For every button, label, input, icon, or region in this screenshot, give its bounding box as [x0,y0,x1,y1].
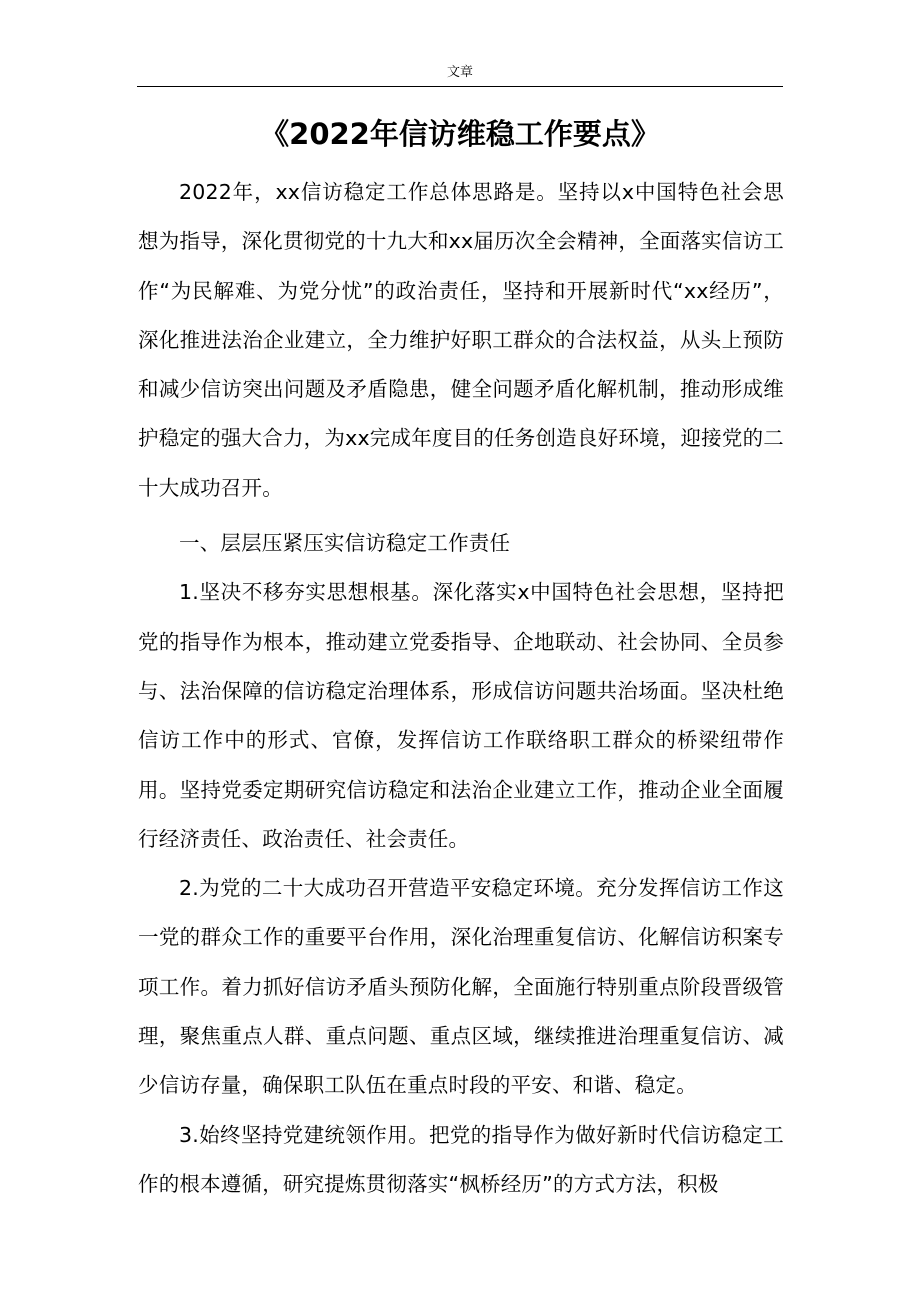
item-paragraph-2: 2.为党的二十大成功召开营造平安稳定环境。充分发挥信访工作这一党的群众工作的重要平台作用，深化治理重复信访、化解信访积案专项工作。着力抓好信访矛盾头预防化解，全面施行特别重点阶段晋级管理，聚焦重点人群、重点问题、重点区域，继续推进治理重复信访、减少信访存量，确保职工队伍在重点时段的平安、和谐、稳定。 [138,876,784,1098]
page-header-label: 文章 [446,65,473,80]
header-divider [137,86,783,87]
section-heading-1: 一、层层压紧压实信访稳定工作责任 [179,531,511,556]
document-body [138,168,784,1209]
item-paragraph-1: 1.坚决不移夯实思想根基。深化落实x中国特色社会思想，坚持把党的指导作为根本，推动建立党委指导、企地联动、社会协同、全员参与、法治保障的信访稳定治理体系，形成信访问题共治场面。坚决杜绝信访工作中的形式、官僚，发挥信访工作联络职工群众的桥梁纽带作用。坚持党委定期研究信访稳定和法治企业建立工作，推动企业全面履行经济责任、政治责任、社会责任。 [138,580,784,851]
intro-paragraph: 2022年，xx信访稳定工作总体思路是。坚持以x中国特色社会思想为指导，深化贯彻党的十九大和xx届历次全会精神，全面落实信访工作“为民解难、为党分忧”的政治责任，坚持和开展新时代“xx经历”，深化推进法治企业建立，全力维护好职工群众的合法权益，从头上预防和减少信访突出问题及矛盾隐患，健全问题矛盾化解机制，推动形成维护稳定的强大合力，为xx完成年度目的任务创造良好环境，迎接党的二十大成功召开。 [138,180,784,500]
item-paragraph-3: 3.始终坚持党建统领作用。把党的指导作为做好新时代信访稳定工作的根本遵循，研究提炼贯彻落实“枫桥经历”的方式方法，积极 [138,1122,784,1196]
document-title: 《2022年信访维稳工作要点》 [260,117,660,151]
